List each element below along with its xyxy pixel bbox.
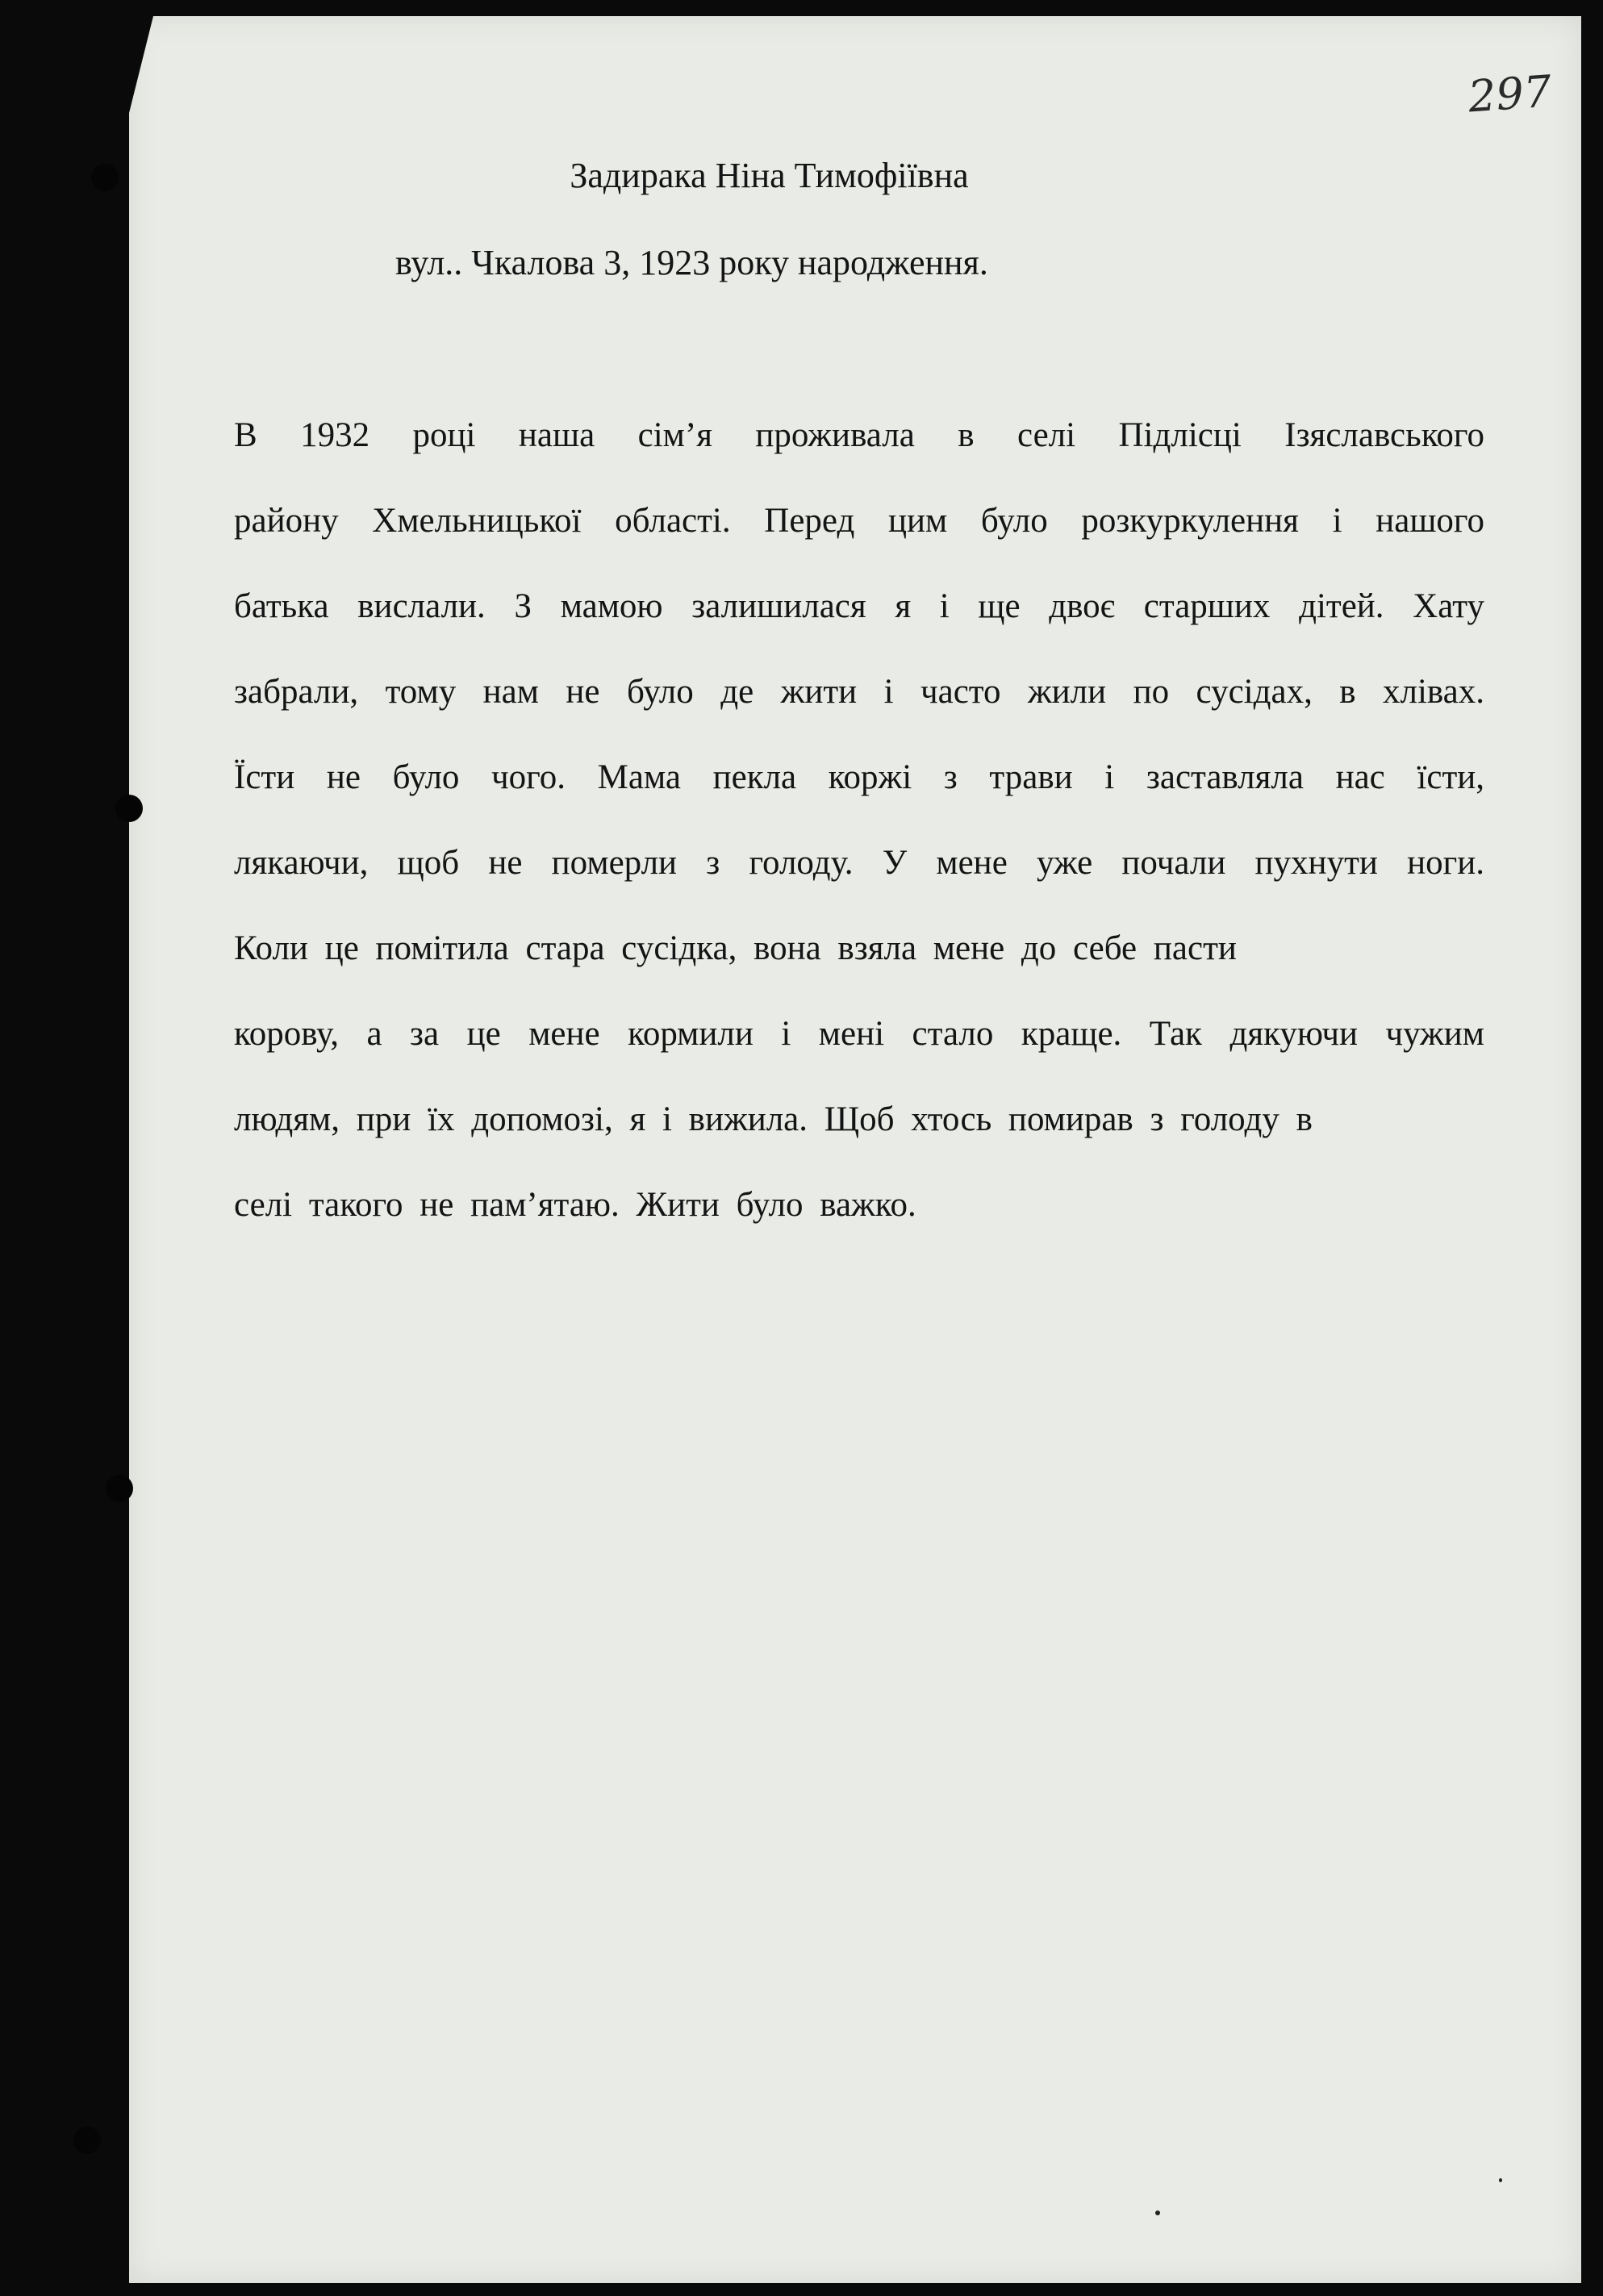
text-line: селі такого не пам’ятаю. Жити було важко. (234, 1186, 916, 1224)
torn-corner (129, 16, 153, 113)
title-text: Задирака Ніна Тимофіївна (570, 156, 969, 195)
text-line: району Хмельницької області. Перед цим було розкуркулення і нашого (234, 502, 1484, 540)
text-line: людям, при їх допомозі, я і вижила. Щоб хтось помирав з голоду в (234, 1100, 1313, 1138)
text-line: забрали, тому нам не було де жити і часто жили по сусідах, в хлівах. (234, 673, 1484, 711)
speck (1155, 2210, 1160, 2215)
text-line: батька вислали. З мамою залишилася я і ще двоє старших дітей. Хату (234, 587, 1484, 625)
document-subtitle: вул.. Чкалова 3, 1923 року народження. (395, 243, 988, 282)
punch-hole-3 (106, 1475, 133, 1502)
text-line: Їсти не було чого. Мама пекла коржі з трави і заставляла нас їсти, (234, 758, 1484, 796)
text-line: корову, а за це мене кормили і мені стало краще. Так дякуючи чужим (234, 1015, 1484, 1053)
page-number: 297 (1466, 65, 1554, 123)
text-line: Коли це помітила стара сусідка, вона взяла мене до себе пасти (234, 929, 1237, 967)
text-line: лякаючи, щоб не померли з голоду. У мене уже почали пухнути ноги. (234, 844, 1484, 882)
body-text (234, 411, 1484, 1267)
text-line: В 1932 році наша сім’я проживала в селі Підлісці Ізяславського (234, 416, 1484, 454)
speck (1499, 2178, 1502, 2182)
punch-hole-4 (73, 2127, 101, 2154)
punch-hole-2 (115, 795, 143, 822)
document-title (0, 155, 1603, 196)
